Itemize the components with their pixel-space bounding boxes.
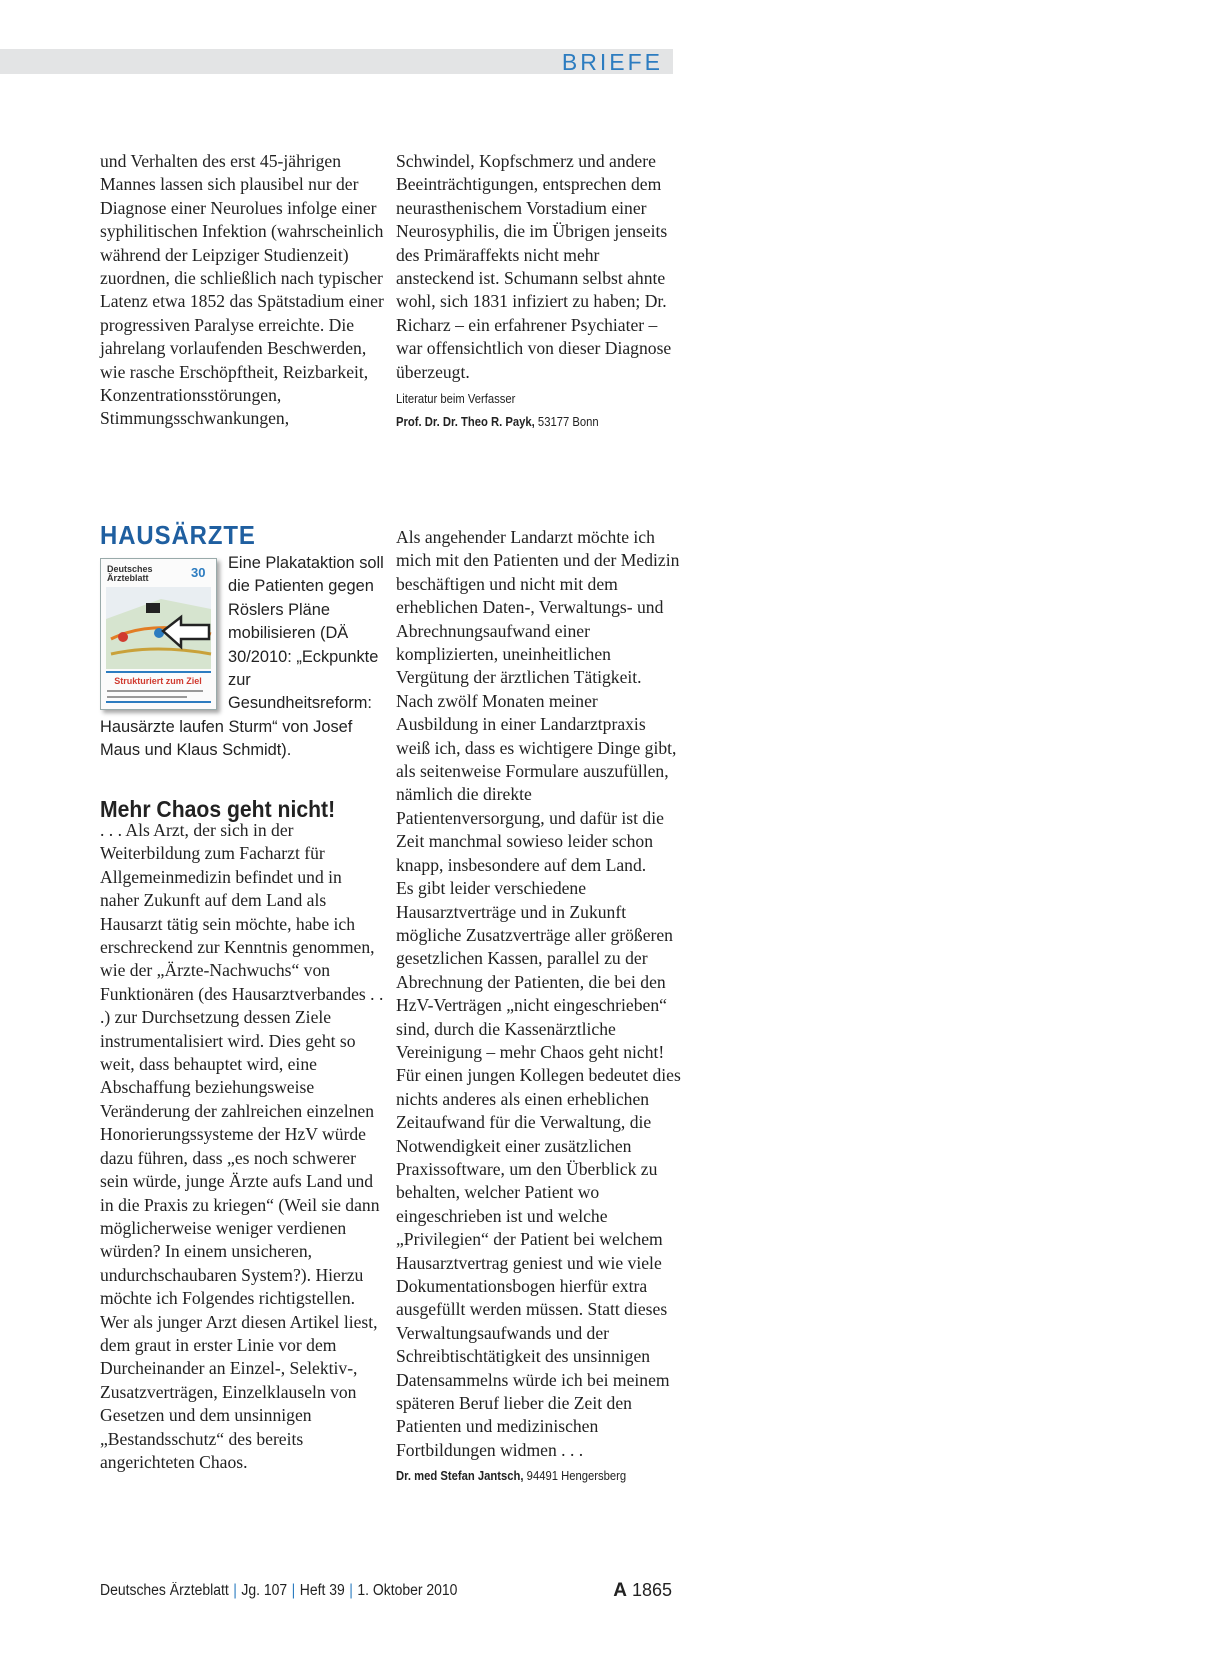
literature-note: Literatur beim Verfasser — [396, 392, 516, 407]
cover-illustration — [101, 559, 216, 709]
footer-issue: Heft 39 — [299, 1582, 345, 1599]
footer-volume: Jg. 107 — [241, 1582, 288, 1599]
page-footer — [100, 1580, 672, 1604]
letter2-column-right — [396, 526, 681, 1486]
letter1-signature — [396, 412, 653, 432]
letter2-author: Dr. med Stefan Jantsch, — [396, 1469, 524, 1484]
footer-date: 1. Oktober 2010 — [357, 1582, 458, 1599]
letter2-paragraph-5: Für einen jungen Kollegen bedeutet dies nichts anderes als einen erheblichen Zeitaufwand für die Verwaltung, die Notwendigkeit einer zusätzlichen Praxissoftware, um den Überblick zu behalten, welcher Patient wo eingeschrieben ist und welche „Privilegien“ der Patient bei welchem Hausarztvertrag geniest und wie viele Dokumentationsbogen hierfür extra ausgefüllt werden müssen. Statt dieses Verwaltungsaufwands und der Schreibtischtätigkeit des unsinnigen Datensammelns würde ich bei meinem späteren Beruf lieber die Zeit den Patienten und medizinischen Fortbildungen widmen . . . — [396, 1065, 681, 1460]
letter2-signature — [396, 1466, 653, 1486]
svg-text:Ärzteblatt: Ärzteblatt — [107, 573, 149, 583]
letter1-author: Prof. Dr. Dr. Theo R. Payk, — [396, 415, 535, 430]
letter1-column-left — [100, 150, 385, 431]
page-number-value: 1865 — [631, 1580, 672, 1600]
letter2-paragraph-3: Als angehender Landarzt möchte ich mich mit den Patienten und der Medizin beschäftigen und nicht mit dem erheblichen Daten-, Verwaltungs- und Abrechnungsaufwand einer komplizierten, uneinheitlichen Vergütung der ärztlichen Tätigkeit. Nach zwölf Monaten meiner Ausbildung in einer Landarztpraxis weiß ich, dass es wichtigere Dinge gibt, als seitenweise Formulare auszufüllen, nämlich die direkte Patientenversorgung, und dafür ist die Zeit manchmal sowieso leider schon knapp, insbesondere auf dem Land. — [396, 527, 680, 875]
svg-text:Strukturiert zum Ziel: Strukturiert zum Ziel — [114, 676, 202, 686]
letter1-paragraph-end: Schwindel, Kopfschmerz und andere Beeinträchtigungen, entsprechen dem neurasthenischem Vorstadium einer Neurosyphilis, die im Übrigen jenseits des Primäraffekts nicht mehr ansteckend ist. Schumann selbst ahnte wohl, sich 1831 infiziert zu haben; Dr. Richarz – ein erfahrener Psychiater – war offensichtlich von dieser Diagnose überzeugt. — [396, 151, 672, 382]
letter2-column-left — [100, 819, 385, 1474]
header-bar — [0, 49, 673, 74]
article-reference: Eine Plakataktion soll die Patienten gegen Röslers Pläne mobilisieren (DÄ 30/2010: „Eckpunkte zur Gesundheitsreform: Hausärzte laufen Sturm“ von Josef Maus und Klaus Schmidt). — [100, 554, 384, 760]
section-label: BRIEFE — [561, 49, 663, 75]
letter2-paragraph-2: Wer als junger Arzt diesen Artikel liest, dem graut in erster Linie vor dem Durcheinander an Einzel-, Selektiv-, Zusatzverträgen, Einzelklauseln von Gesetzen und dem unsinnigen „Bestandsschutz“ des bereits angerichteten Chaos. — [100, 1311, 378, 1472]
footer-journal: Deutsches Ärzteblatt — [100, 1582, 229, 1599]
letter-title: Mehr Chaos geht nicht! — [100, 796, 336, 822]
letter2-location: 94491 Hengersberg — [526, 1469, 627, 1484]
svg-text:Deutsches: Deutsches — [107, 564, 153, 574]
letter1-location: 53177 Bonn — [537, 415, 599, 430]
topic-heading: HAUSÄRZTE — [100, 520, 256, 550]
letter1-column-right — [396, 150, 681, 432]
page-prefix: A — [613, 1580, 627, 1601]
footer-citation: Deutsches Ärzteblatt | Jg. 107 | Heft 39 | 1. Oktober 2010 — [100, 1582, 458, 1599]
page-number — [613, 1580, 672, 1602]
letter1-paragraph: und Verhalten des erst 45-jährigen Mannes lassen sich plausibel nur der Diagnose einer Neurolues infolge einer syphilitischen Infektion (wahrscheinlich während der Leipziger Studienzeit) zuordnen, die schließlich nach typischer Latenz etwa 1852 das Spätstadium einer progressiven Paralyse erreichte. Die jahrelang vorlaufenden Beschwerden, wie rasche Erschöpftheit, Reizbarkeit, Konzentrationsstörungen, Stimmungsschwankungen, — [100, 151, 384, 429]
letter2-paragraph-4: Es gibt leider verschiedene Hausarztverträge und in Zukunft mögliche Zusatzverträge aller größeren gesetzlichen Kassen, parallel zu der Abrechnung der Patienten, die bei den HzV-Verträgen „nicht eingeschrieben“ sind, durch die Kassenärztliche Vereinigung – mehr Chaos geht nicht! — [396, 878, 673, 1062]
journal-cover-thumbnail — [100, 558, 217, 710]
svg-text:30: 30 — [191, 565, 206, 580]
letter2-paragraph-1: . . . Als Arzt, der sich in der Weiterbildung zum Facharzt für Allgemeinmedizin befindet und in naher Zukunft auf dem Land als Hausarzt tätig sein möchte, habe ich erschreckend zur Kenntnis genommen, wie der „Ärzte-Nachwuchs“ von Funktionären (des Hausarztverbandes . . .) zur Durchsetzung dessen Ziele instrumentalisiert wird. Dies geht so weit, dass behauptet wird, eine Abschaffung beziehungsweise Veränderung der zahlreichen einzelnen Honorierungssysteme der HzV würde dazu führen, dass „es noch schwerer sein würde, junge Ärzte aufs Land und in die Praxis zu kriegen“ (Weil sie dann möglicherweise weniger verdienen würden? In einem unsicheren, undurchschaubaren System?). Hierzu möchte ich Folgendes richtigstellen. — [100, 820, 384, 1309]
